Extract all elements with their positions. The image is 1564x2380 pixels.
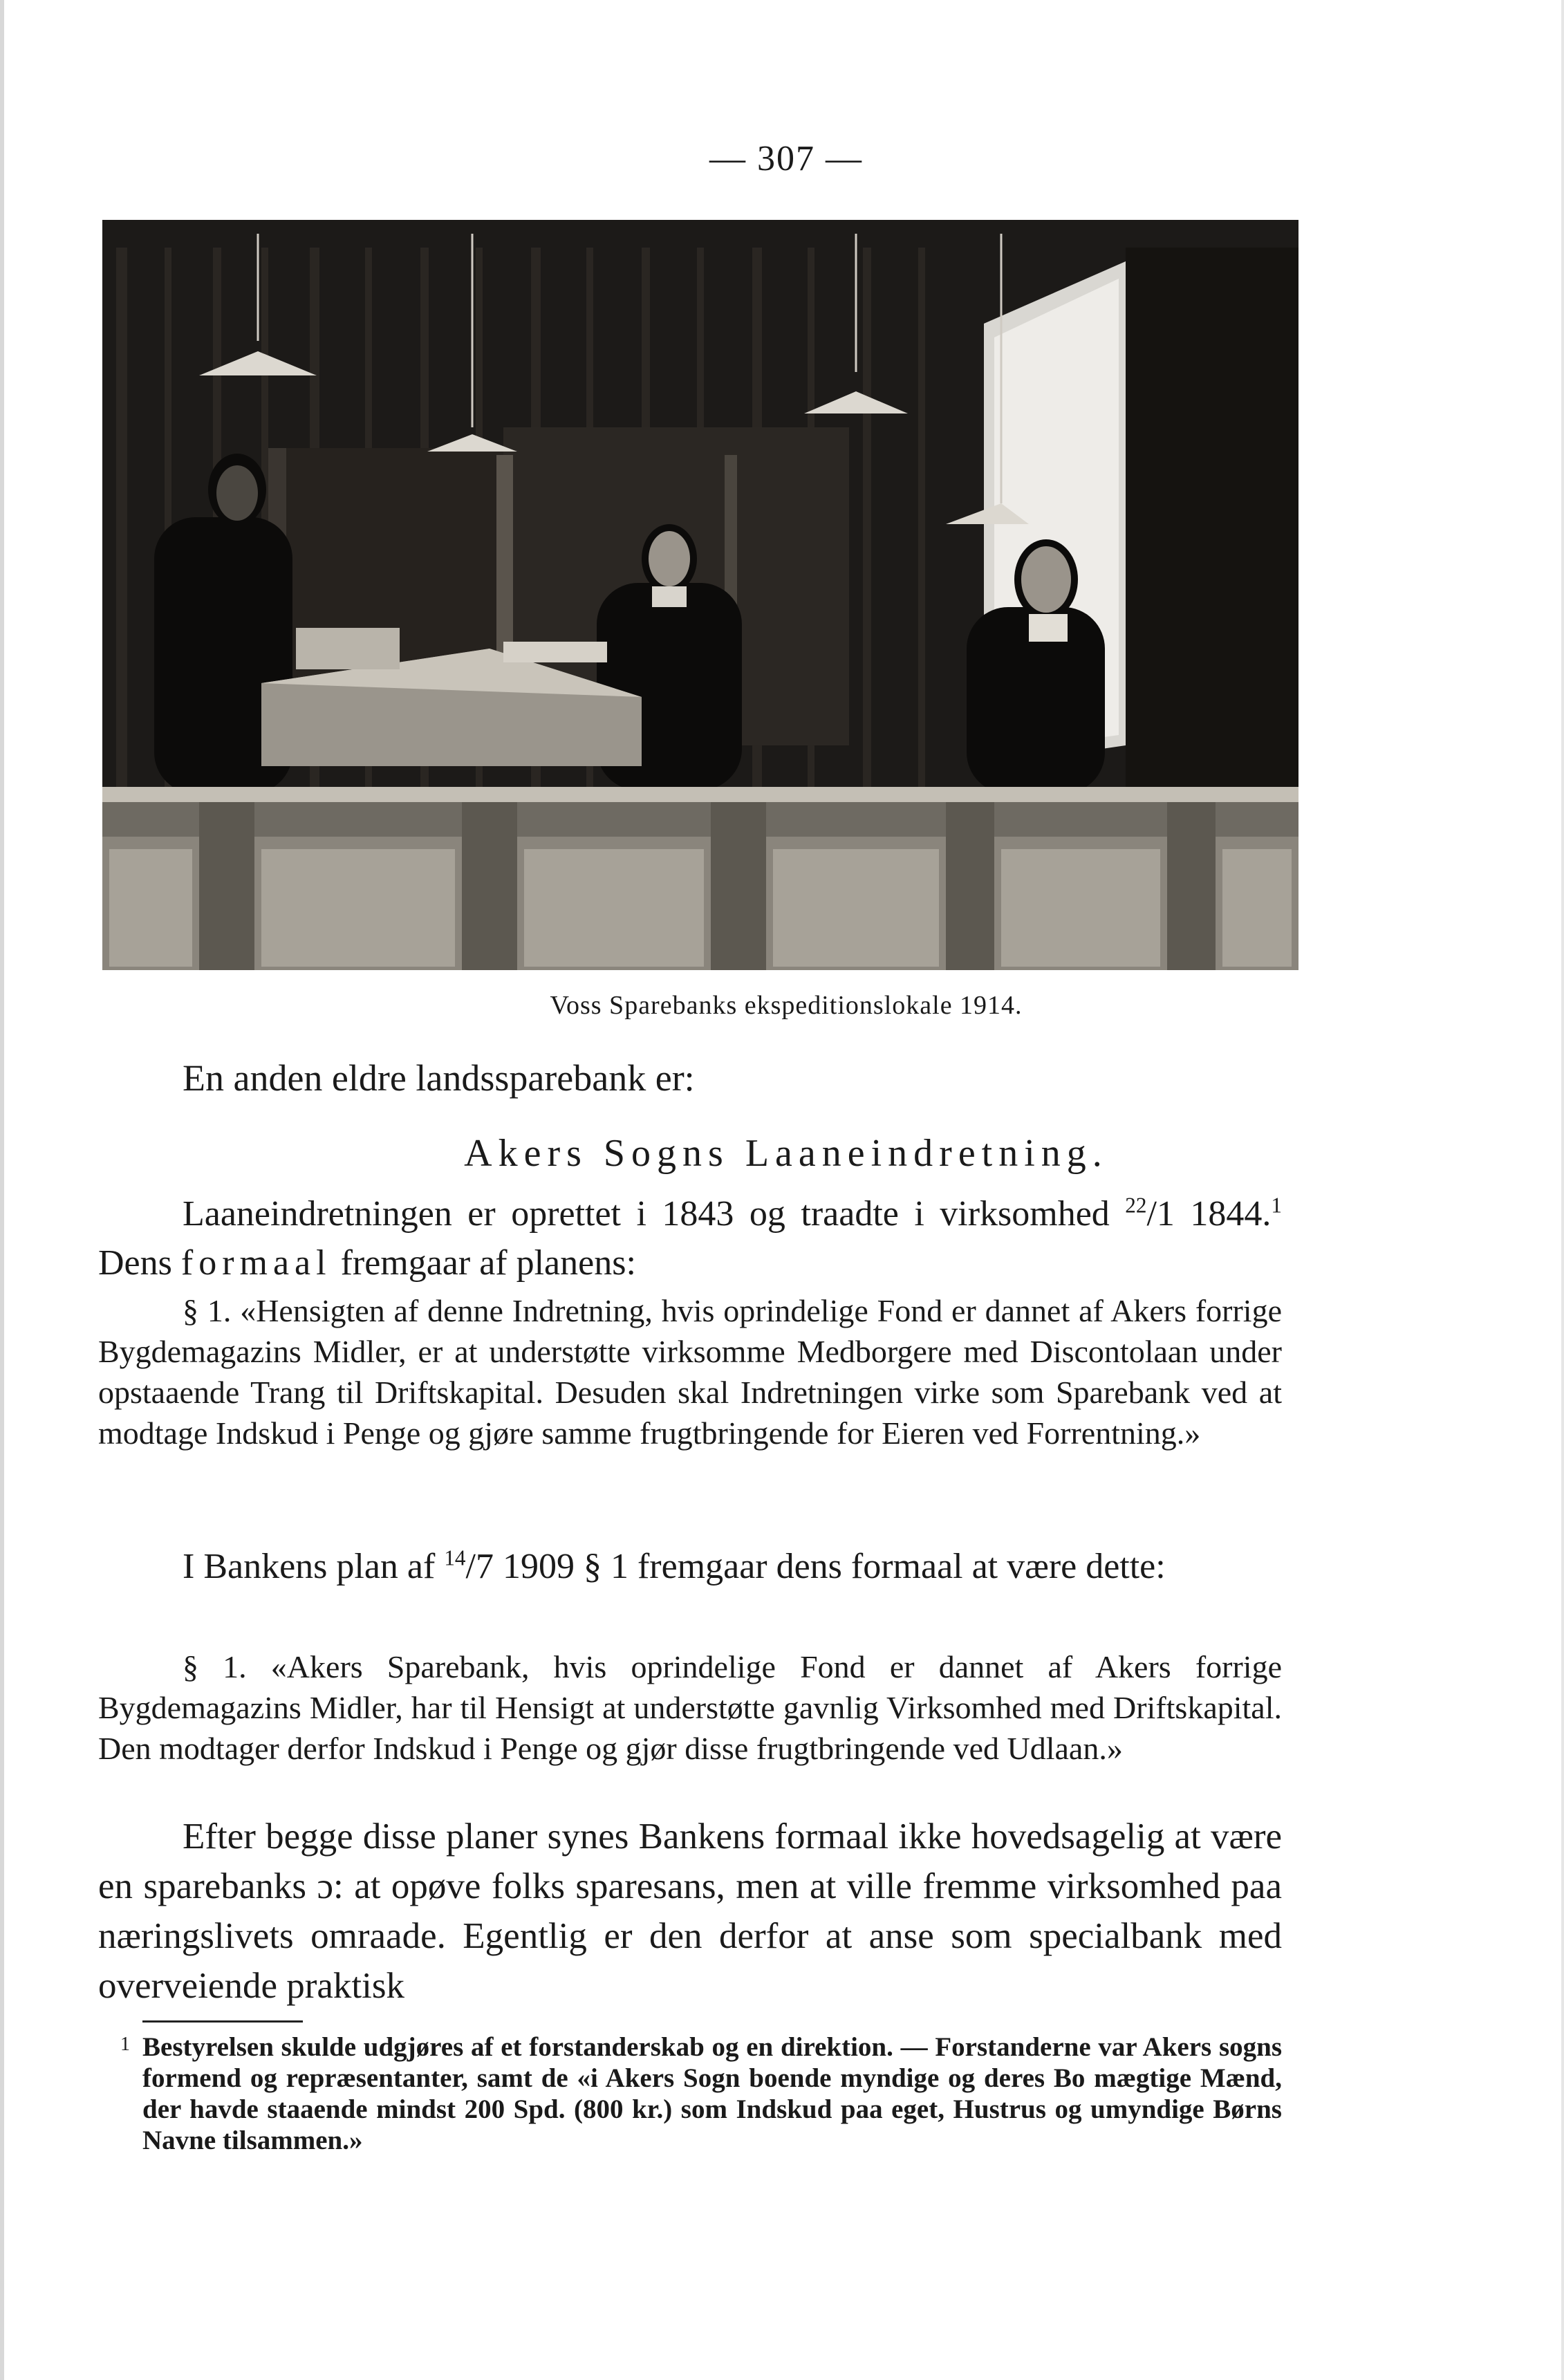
section-title: Akers Sogns Laaneindretning.	[464, 1132, 1108, 1175]
bank-interior-photo	[102, 220, 1298, 970]
footnote	[120, 2032, 1282, 2156]
page-number: — 307 —	[709, 139, 863, 178]
date-superscript: 14	[444, 1545, 466, 1570]
paragraph-1: Laaneindretningen er oprettet i 1843 og traadte i virksomhed $^{22}$/1 1844.$^1$ Dens formaal fremgaar af planens:	[98, 1193, 1282, 1283]
emphasis-formaal: formaal	[180, 1243, 332, 1283]
paragraph-3: Efter begge disse planer synes Bankens formaal ikke hovedsagelig at være en sparebanks ɔ: at opøve folks sparesans, men at ville fremme virksomhed paa næringslivets omraade. Egentlig er den derfor at anse som specialbank med overveiende praktisk	[98, 1816, 1282, 2006]
photo-caption: Voss Sparebanks ekspeditionslokale 1914.	[550, 991, 1023, 1020]
footnote-mark: 1	[120, 2034, 130, 2055]
intro-line: En anden eldre landssparebank er:	[183, 1057, 695, 1099]
footnote-reference: 1	[1271, 1193, 1282, 1218]
date-superscript: 22	[1125, 1193, 1147, 1218]
footnote-text: Bestyrelsen skulde udgjøres af et forstanderskab og en direktion. — Forstanderne var Akers sogns formend og repræsentanter, samt de «i Akers Sogn boende myndige og deres Bo mægtige Mænd, der havde staaende mindst 200 Spd. (800 kr.) som Indskud paa eget, Hustrus og umyndige Børns Navne tilsammen.»	[142, 2032, 1282, 2155]
paragraph-2: I Bankens plan af $^{14}$/7 1909 § 1 fremgaar dens formaal at være dette:	[183, 1545, 1166, 1586]
quote-paragraph-1: § 1. «Hensigten af denne Indretning, hvis oprindelige Fond er dannet af Akers forrige Bygdemagazins Midler, er at understøtte virksomme Medborgere med Discontolaan under opstaaende Trang til Driftskapital. Desuden skal Indretningen virke som Sparebank ved at modtage Indskud i Penge og gjøre samme frugtbringende for Eieren ved Forrentning.»	[98, 1293, 1282, 1451]
footnote-divider	[142, 2020, 303, 2023]
quote-paragraph-2: § 1. «Akers Sparebank, hvis oprindelige Fond er dannet af Akers forrige Bygdemagazins Midler, har til Hensigt at understøtte gavnlig Virksomhed med Driftskapital. Den modtager derfor Indskud i Penge og gjør disse frugtbringende ved Udlaan.»	[98, 1649, 1282, 1766]
